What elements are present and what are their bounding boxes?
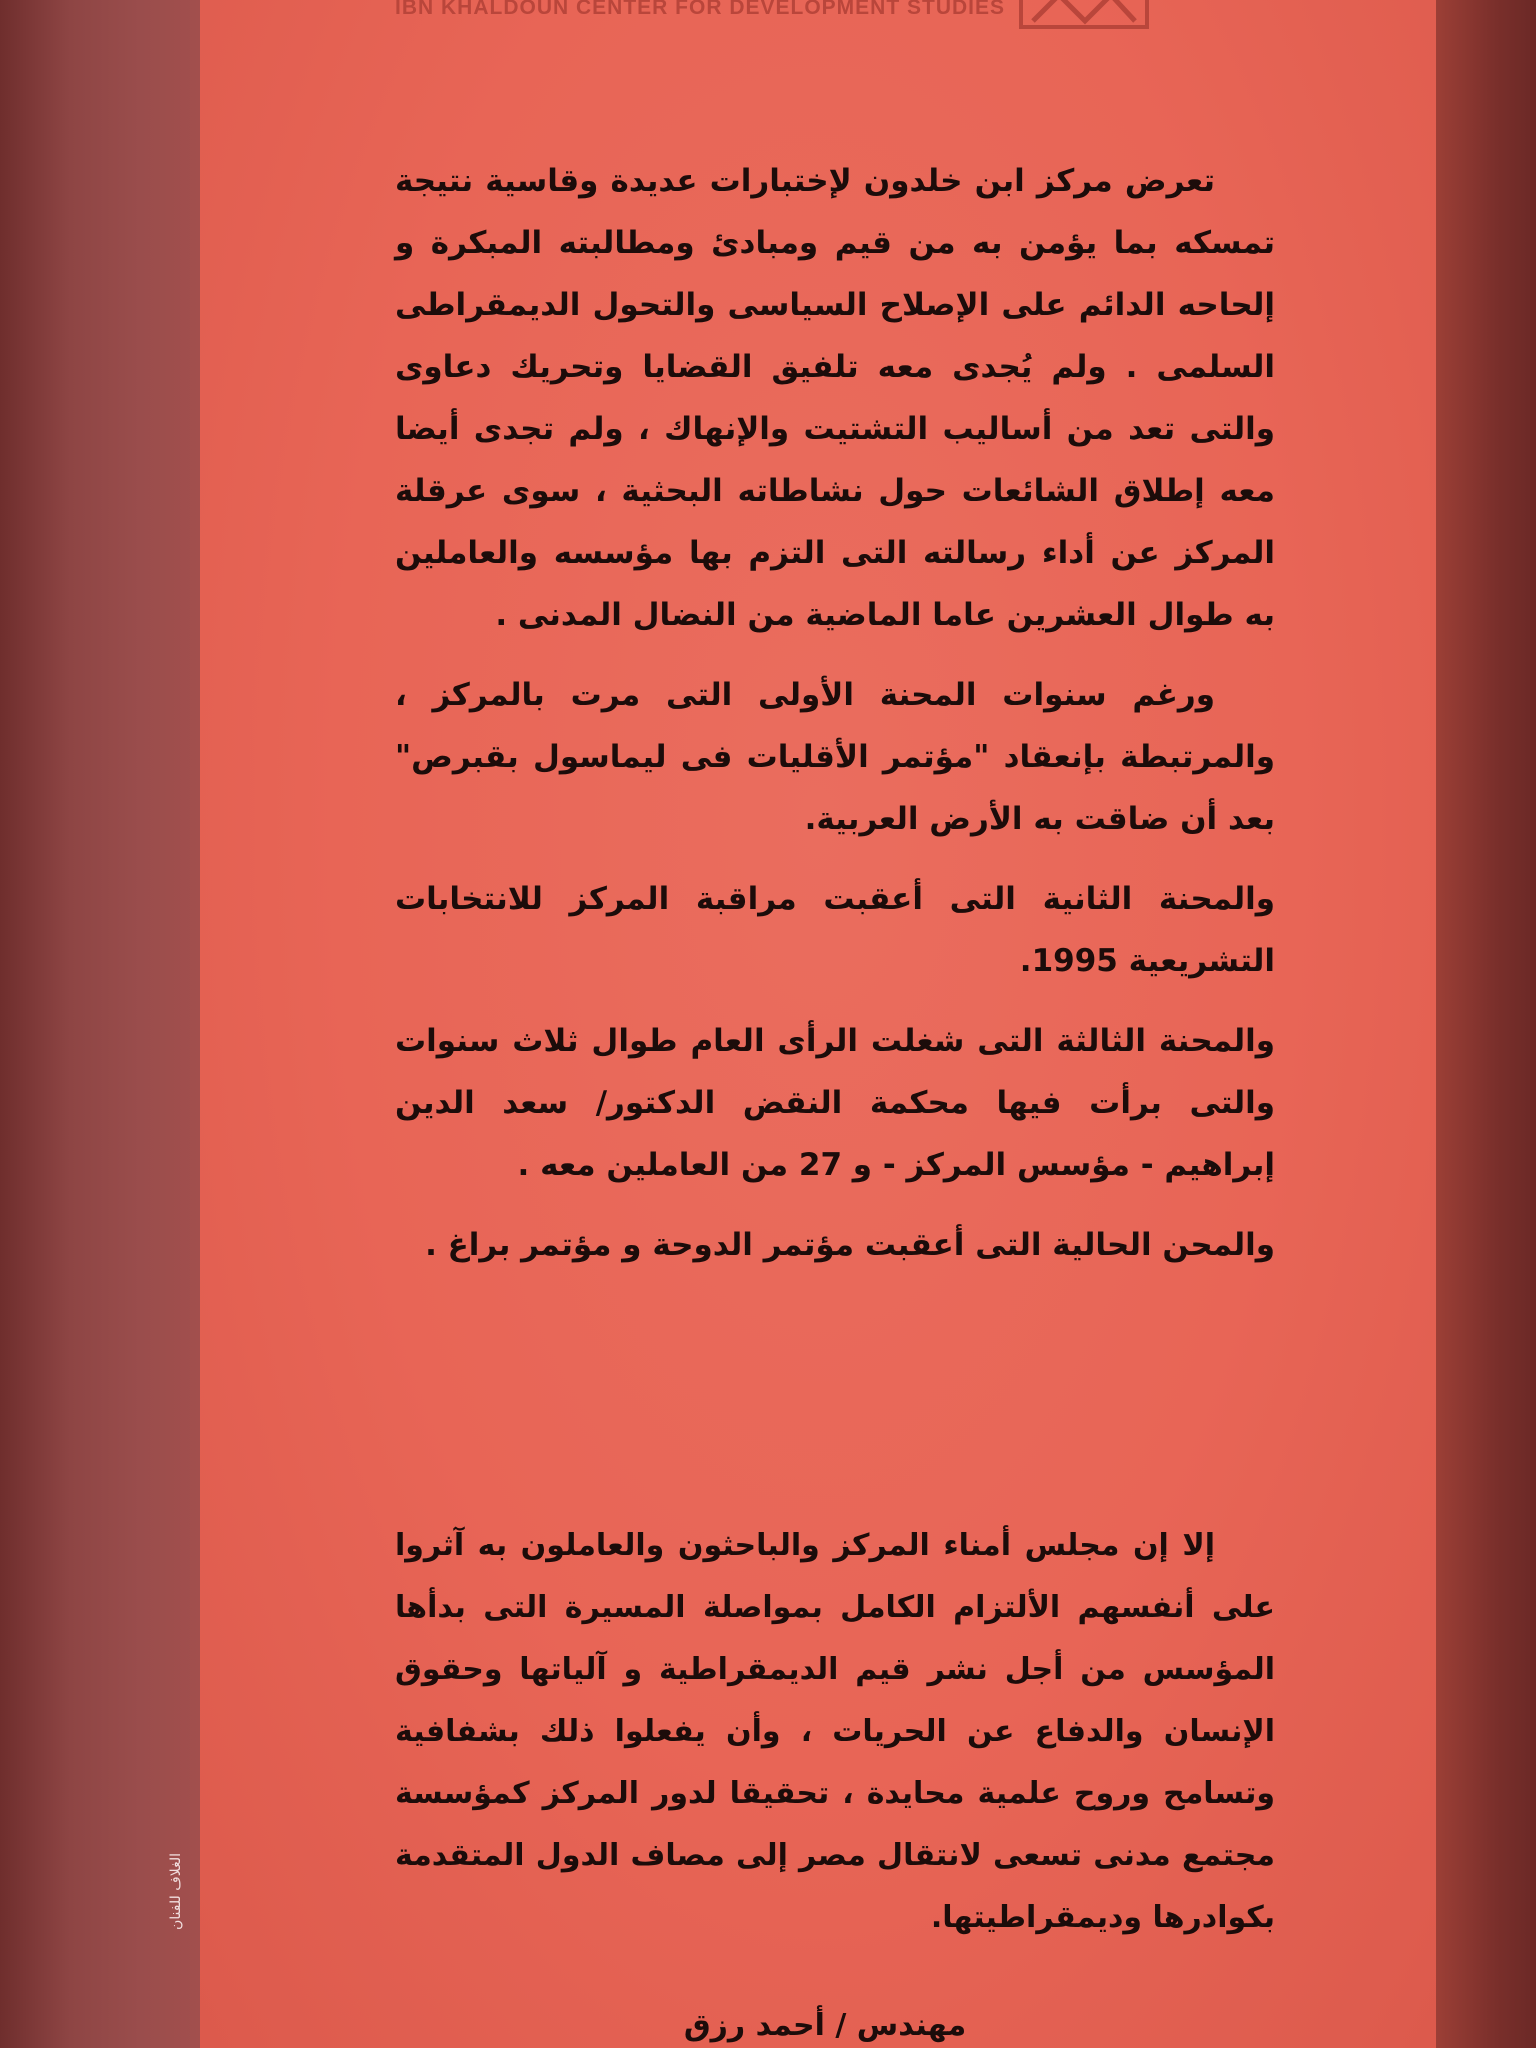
ibn-khaldoun-center-logo-icon [1019,0,1149,29]
cover-edge [1436,0,1536,2048]
paragraph-third-ordeal: والمحنة الثالثة التى شغلت الرأى العام طوال ثلاث سنوات والتى برأت فيها محكمة النقض الدكتور/ سعد الدين إبراهيم - مؤسس المركز - و 27 من العاملين معه . [395,1023,1275,1183]
cover-text-lower [395,1515,1275,1967]
spine-caption: الغلاف للفنان [168,1853,184,1930]
book-spine [0,0,200,2048]
paragraph-intro: تعرض مركز ابن خلدون لإختبارات عديدة وقاسية نتيجة تمسكه بما يؤمن به من قيم ومبادئ ومطالبته المبكرة و إلحاحه الدائم على الإصلاح السياسى والتحول الديمقراطى السلمى . ولم يُجدى معه تلفيق القضايا وتحريك دعاوى والتى تعد من أساليب التشتيت والإنهاك ، ولم تجدى أيضا معه إطلاق الشائعات حول نشاطاته البحثية ، سوى عرقلة المركز عن أداء رسالته التى التزم بها مؤسسه والعاملين به طوال العشرين عاما الماضية من النضال المدنى . [395,163,1275,633]
center-name: IBN KHALDOUN CENTER FOR DEVELOPMENT STUDIES [395,0,1006,19]
signature: مهندس / أحمد رزق [683,2008,967,2043]
paragraph-commitment: إلا إن مجلس أمناء المركز والباحثون والعاملون به آثروا على أنفسهم الألتزام الكامل بمواصلة المسيرة التى بدأها المؤسس من أجل نشر قيم الديمقراطية و آلياتها وحقوق الإنسان والدفاع عن الحريات ، وأن يفعلوا ذلك بشفافية وتسامح وروح علمية محايدة ، تحقيقا لدور المركز كمؤسسة مجتمع مدنى تسعى لانتقال مصر إلى مصاف الدول المتقدمة بكوادرها وديمقراطيتها. [395,1528,1275,1935]
paragraph-second-ordeal: والمحنة الثانية التى أعقبت مراقبة المركز للانتخابات التشريعية 1995. [395,881,1275,979]
paragraph-current-ordeals: والمحن الحالية التى أعقبت مؤتمر الدوحة و مؤتمر براغ . [425,1227,1275,1263]
cover-header [395,0,1255,30]
cover-text-upper [395,150,1275,1276]
paragraph-first-ordeal: ورغم سنوات المحنة الأولى التى مرت بالمركز ، والمرتبطة بإنعقاد "مؤتمر الأقليات فى ليماسول بقبرص" بعد أن ضاقت به الأرض العربية. [395,677,1275,837]
